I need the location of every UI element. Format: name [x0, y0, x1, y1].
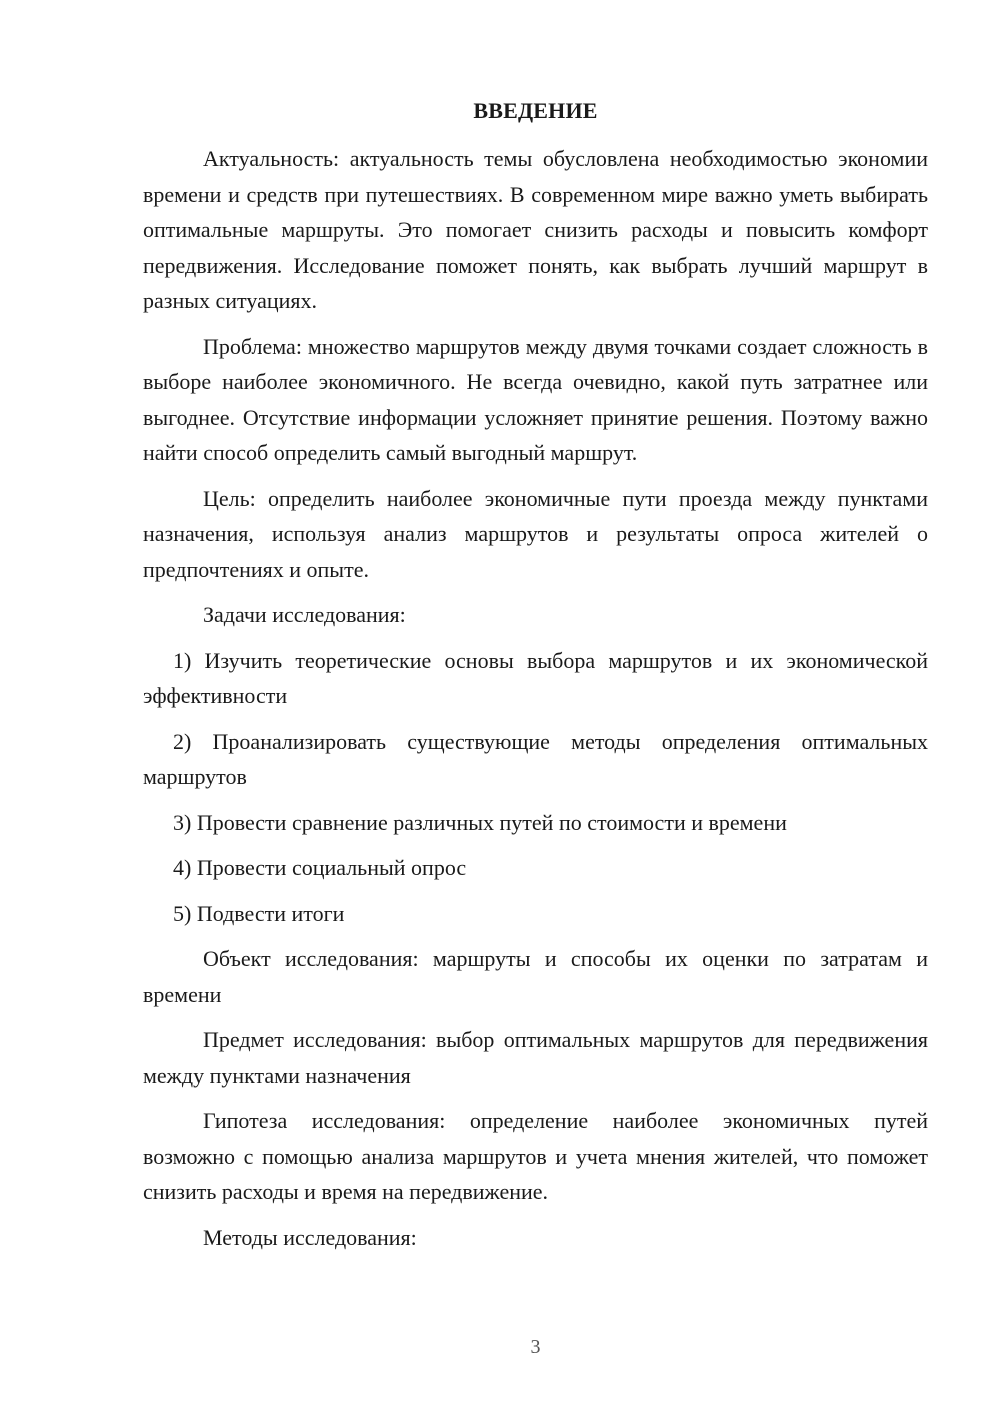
paragraph-goal: Цель: определить наиболее экономичные пути проезда между пунктами назначения, используя анализ маршрутов и результаты опроса жителей о предпочтениях и опыте. — [143, 485, 928, 582]
paragraph-methods: Методы исследования: — [203, 1224, 417, 1250]
page-title: ВВЕДЕНИЕ — [473, 98, 598, 123]
paragraph-tasks-heading: Задачи исследования: — [203, 602, 406, 627]
paragraph-subject: Предмет исследования: выбор оптимальных маршрутов для передвижения между пунктами назначения — [143, 1027, 928, 1088]
page-number: 3 — [530, 1336, 541, 1358]
document-body — [143, 141, 928, 1265]
task-item-5: 5) Подвести итоги — [173, 900, 345, 926]
paragraph-object: Объект исследования: маршруты и способы их оценки по затратам и времени — [143, 946, 928, 1007]
paragraph-hypothesis: Гипотеза исследования: определение наиболее экономичных путей возможно с помощью анализа маршрутов и учета мнения жителей, что поможет снизить расходы и время на передвижение. — [143, 1108, 928, 1204]
paragraph-problem: Проблема: множество маршрутов между двумя точками создает сложность в выборе наиболее экономичного. Не всегда очевидно, какой путь затратнее или выгоднее. Отсутствие информации усложняет принятие решения. Поэтому важно найти способ определить самый выгодный маршрут. — [143, 333, 928, 465]
task-item-3: 3) Провести сравнение различных путей по стоимости и времени — [173, 809, 787, 835]
task-item-2: 2) Проанализировать существующие методы определения оптимальных маршрутов — [143, 728, 928, 789]
paragraph-relevance: Актуальность: актуальность темы обусловлена необходимостью экономии времени и средств при путешествиях. В современном мире важно уметь выбирать оптимальные маршруты. Это помогает снизить расходы и повысить комфорт передвижения. Исследование поможет понять, как выбрать лучший маршрут в разных ситуациях. — [143, 146, 928, 313]
task-item-4: 4) Провести социальный опрос — [173, 855, 467, 880]
task-item-1: 1) Изучить теоретические основы выбора маршрутов и их экономической эффективности — [143, 647, 928, 708]
document-page — [143, 0, 928, 1414]
